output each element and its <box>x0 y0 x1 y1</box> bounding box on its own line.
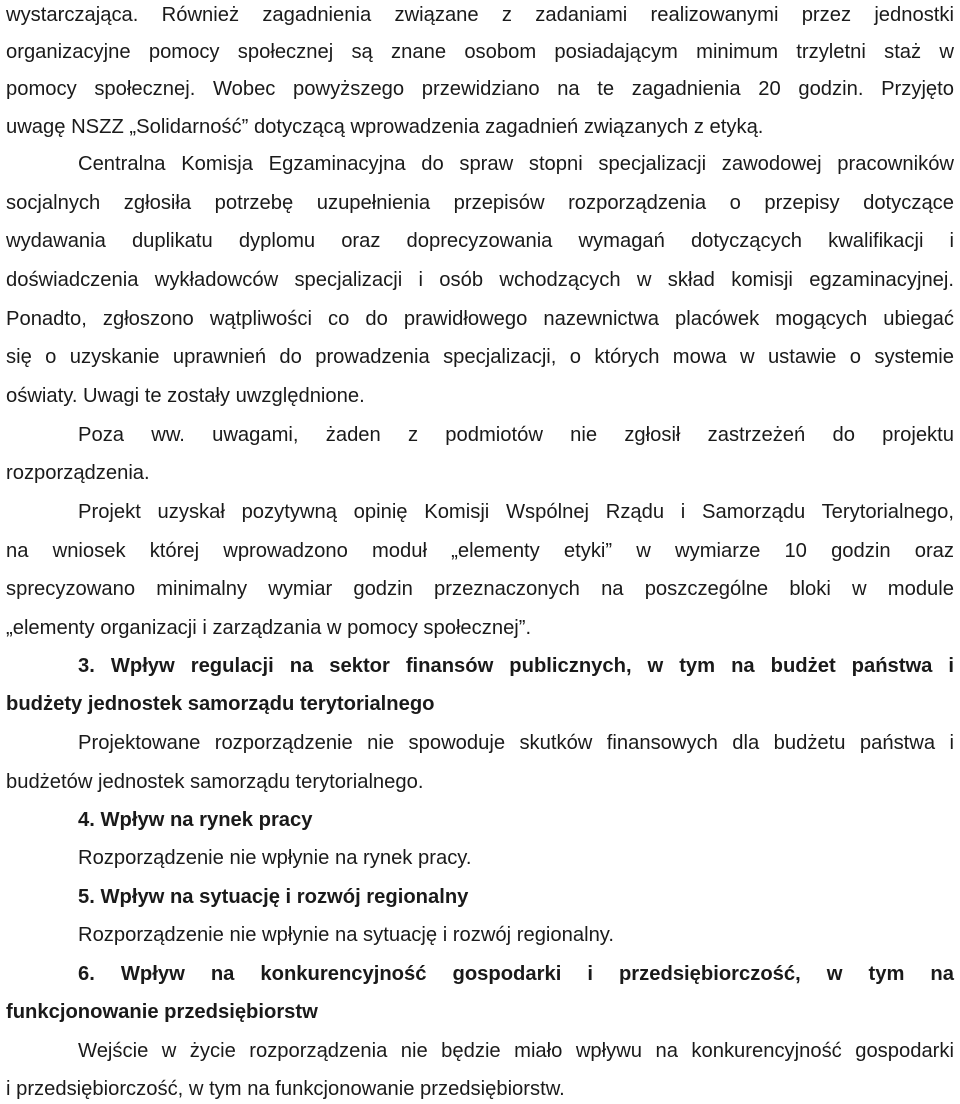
paragraph-line: Rozporządzenie nie wpłynie na rynek pracy. <box>78 847 472 869</box>
paragraph-line: Projekt uzyskał pozytywną opinię Komisji Wspólnej Rządu i Samorządu Terytorialnego, <box>78 501 954 523</box>
section-heading: 3. Wpływ regulacji na sektor finansów publicznych, w tym na budżet państwa i <box>78 655 954 677</box>
paragraph-line: Centralna Komisja Egzaminacyjna do spraw stopni specjalizacji zawodowej pracowników <box>78 153 954 175</box>
paragraph-line: się o uzyskanie uprawnień do prowadzenia specjalizacji, o których mowa w ustawie o systemie <box>6 346 954 368</box>
paragraph-line: „elementy organizacji i zarządzania w pomocy społecznej”. <box>6 617 532 639</box>
paragraph-line: organizacyjne pomocy społecznej są znane osobom posiadającym minimum trzyletni staż w <box>6 41 954 63</box>
paragraph-line: Rozporządzenie nie wpłynie na sytuację i rozwój regionalny. <box>78 924 615 946</box>
paragraph-line: Ponadto, zgłoszono wątpliwości co do prawidłowego nazewnictwa placówek mogących ubiegać <box>6 308 954 330</box>
paragraph-line: wystarczająca. Również zagadnienia związane z zadaniami realizowanymi przez jednostki <box>6 4 954 26</box>
paragraph-line: Wejście w życie rozporządzenia nie będzie miało wpływu na konkurencyjność gospodarki <box>78 1040 954 1062</box>
section-heading: 5. Wpływ na sytuację i rozwój regionalny <box>78 886 469 908</box>
paragraph-line: sprecyzowano minimalny wymiar godzin przeznaczonych na poszczególne bloki w module <box>6 578 954 600</box>
section-heading: 4. Wpływ na rynek pracy <box>78 809 313 831</box>
paragraph-line: budżetów jednostek samorządu terytorialnego. <box>6 771 424 793</box>
paragraph-line: doświadczenia wykładowców specjalizacji i osób wchodzących w skład komisji egzaminacyjnej. <box>6 269 954 291</box>
paragraph-line: i przedsiębiorczość, w tym na funkcjonowanie przedsiębiorstw. <box>6 1078 565 1100</box>
section-heading: budżety jednostek samorządu terytorialnego <box>6 693 435 715</box>
paragraph-line: pomocy społecznej. Wobec powyższego przewidziano na te zagadnienia 20 godzin. Przyjęto <box>6 78 954 100</box>
paragraph-line: Poza ww. uwagami, żaden z podmiotów nie zgłosił zastrzeżeń do projektu <box>78 424 954 446</box>
paragraph-line: na wniosek której wprowadzono moduł „elementy etyki” w wymiarze 10 godzin oraz <box>6 540 954 562</box>
paragraph-line: rozporządzenia. <box>6 462 150 484</box>
paragraph-line: oświaty. Uwagi te zostały uwzględnione. <box>6 385 365 407</box>
section-heading: 6. Wpływ na konkurencyjność gospodarki i przedsiębiorczość, w tym na <box>78 963 954 985</box>
paragraph-line: wydawania duplikatu dyplomu oraz doprecyzowania wymagań dotyczących kwalifikacji i <box>6 230 954 252</box>
paragraph-line: uwagę NSZZ „Solidarność” dotyczącą wprowadzenia zagadnień związanych z etyką. <box>6 116 764 138</box>
paragraph-line: socjalnych zgłosiła potrzebę uzupełnienia przepisów rozporządzenia o przepisy dotyczące <box>6 192 954 214</box>
paragraph-line: Projektowane rozporządzenie nie spowoduje skutków finansowych dla budżetu państwa i <box>78 732 954 754</box>
section-heading: funkcjonowanie przedsiębiorstw <box>6 1001 318 1023</box>
